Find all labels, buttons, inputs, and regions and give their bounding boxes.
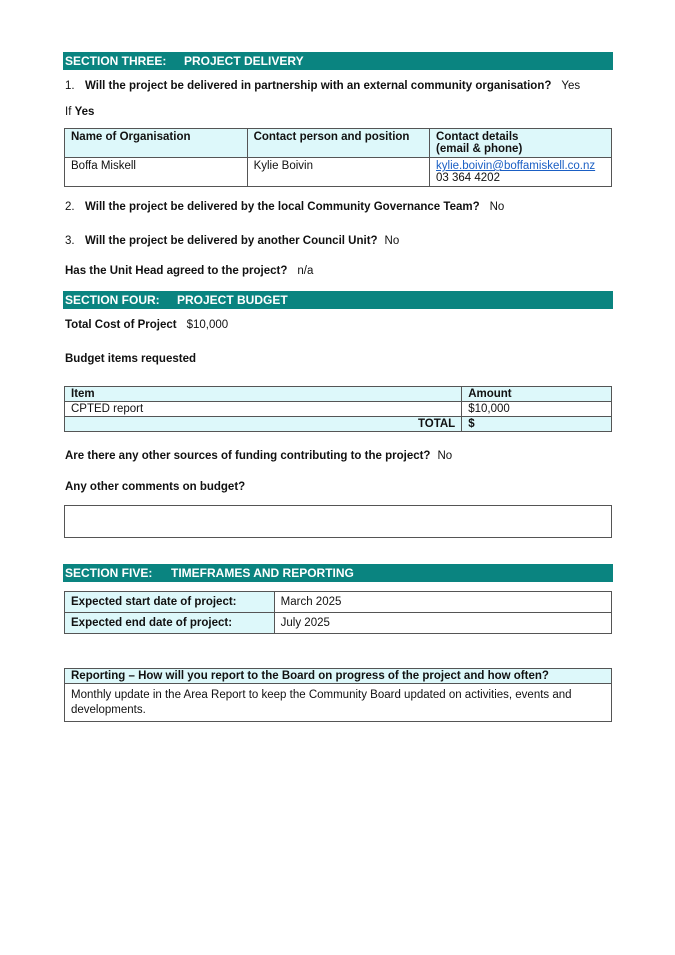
budget-total-label: TOTAL <box>65 417 462 432</box>
end-date-label: Expected end date of project: <box>65 613 275 634</box>
budget-total-value: $ <box>462 417 612 432</box>
if-yes-label <box>65 106 94 118</box>
question-2-number: 2. <box>65 201 75 213</box>
section-three-label: SECTION THREE: <box>65 54 167 68</box>
section-four-label: SECTION FOUR: <box>65 293 160 307</box>
budget-items-heading-text: Budget items requested <box>65 353 196 365</box>
other-funding-answer: No <box>437 450 453 462</box>
timeframes-table <box>64 591 612 634</box>
reporting-text: Monthly update in the Area Report to keep the Community Board updated on activities, events and developments. <box>65 684 612 722</box>
header-contact-details <box>430 129 612 158</box>
section-five-title: TIMEFRAMES AND REPORTING <box>171 566 354 580</box>
question-3 <box>65 235 399 247</box>
total-cost-value: $10,000 <box>186 319 229 331</box>
question-3-text: Will the project be delivered by another Council Unit? <box>85 235 378 247</box>
contact-email-link[interactable]: kylie.boivin@boffamiskell.co.nz <box>436 160 596 172</box>
header-contact-details-line1: Contact details <box>436 131 519 143</box>
question-3-answer: No <box>384 235 400 247</box>
start-date-label: Expected start date of project: <box>65 592 275 613</box>
total-cost <box>65 319 228 331</box>
start-date-value: March 2025 <box>274 592 611 613</box>
reporting-header-row <box>65 669 612 684</box>
header-name-of-organisation: Name of Organisation <box>65 129 248 158</box>
section-three-header <box>63 52 613 70</box>
section-five-header <box>63 564 613 582</box>
contact-phone: 03 364 4202 <box>436 172 500 184</box>
question-3-number: 3. <box>65 235 75 247</box>
reporting-heading: Reporting – How will you report to the Board on progress of the project and how often? <box>65 669 612 684</box>
budget-table-header <box>65 387 612 402</box>
question-2-text: Will the project be delivered by the local Community Governance Team? <box>85 201 480 213</box>
contact-person: Kylie Boivin <box>247 158 429 187</box>
header-contact-person: Contact person and position <box>247 129 429 158</box>
header-contact-details-line2: (email & phone) <box>436 143 523 155</box>
contact-details <box>430 158 612 187</box>
section-four-header <box>63 291 613 309</box>
section-three-title: PROJECT DELIVERY <box>184 54 304 68</box>
table-row <box>65 613 612 634</box>
budget-item: CPTED report <box>65 402 462 417</box>
table-row <box>65 402 612 417</box>
question-1-answer: Yes <box>561 80 581 92</box>
header-item: Item <box>65 387 462 402</box>
budget-amount: $10,000 <box>462 402 612 417</box>
budget-total-row <box>65 417 612 432</box>
table-row <box>65 592 612 613</box>
budget-table <box>64 386 612 432</box>
comments-heading <box>65 481 245 493</box>
comments-heading-text: Any other comments on budget? <box>65 481 246 493</box>
organisation-name: Boffa Miskell <box>65 158 248 187</box>
question-2 <box>65 201 504 213</box>
organisation-table-header <box>65 129 612 158</box>
unit-head-answer: n/a <box>297 265 314 277</box>
table-row <box>65 684 612 722</box>
reporting-table <box>64 668 612 722</box>
total-cost-label: Total Cost of Project <box>65 319 177 331</box>
question-1-text: Will the project be delivered in partnership with an external community organisation? <box>85 80 552 92</box>
unit-head-question <box>65 265 313 277</box>
question-1 <box>65 80 580 92</box>
if-yes-bold: Yes <box>74 106 95 118</box>
budget-items-heading <box>65 353 196 365</box>
section-five-label: SECTION FIVE: <box>65 566 153 580</box>
end-date-value: July 2025 <box>274 613 611 634</box>
question-1-number: 1. <box>65 80 75 92</box>
question-2-answer: No <box>489 201 505 213</box>
other-funding-question <box>65 450 452 462</box>
organisation-table <box>64 128 612 187</box>
section-four-title: PROJECT BUDGET <box>177 293 288 307</box>
other-funding-text: Are there any other sources of funding contributing to the project? <box>65 450 431 462</box>
budget-comments-box[interactable] <box>64 505 612 538</box>
header-amount: Amount <box>462 387 612 402</box>
unit-head-text: Has the Unit Head agreed to the project? <box>65 265 288 277</box>
table-row <box>65 158 612 187</box>
if-prefix: If <box>65 106 75 118</box>
